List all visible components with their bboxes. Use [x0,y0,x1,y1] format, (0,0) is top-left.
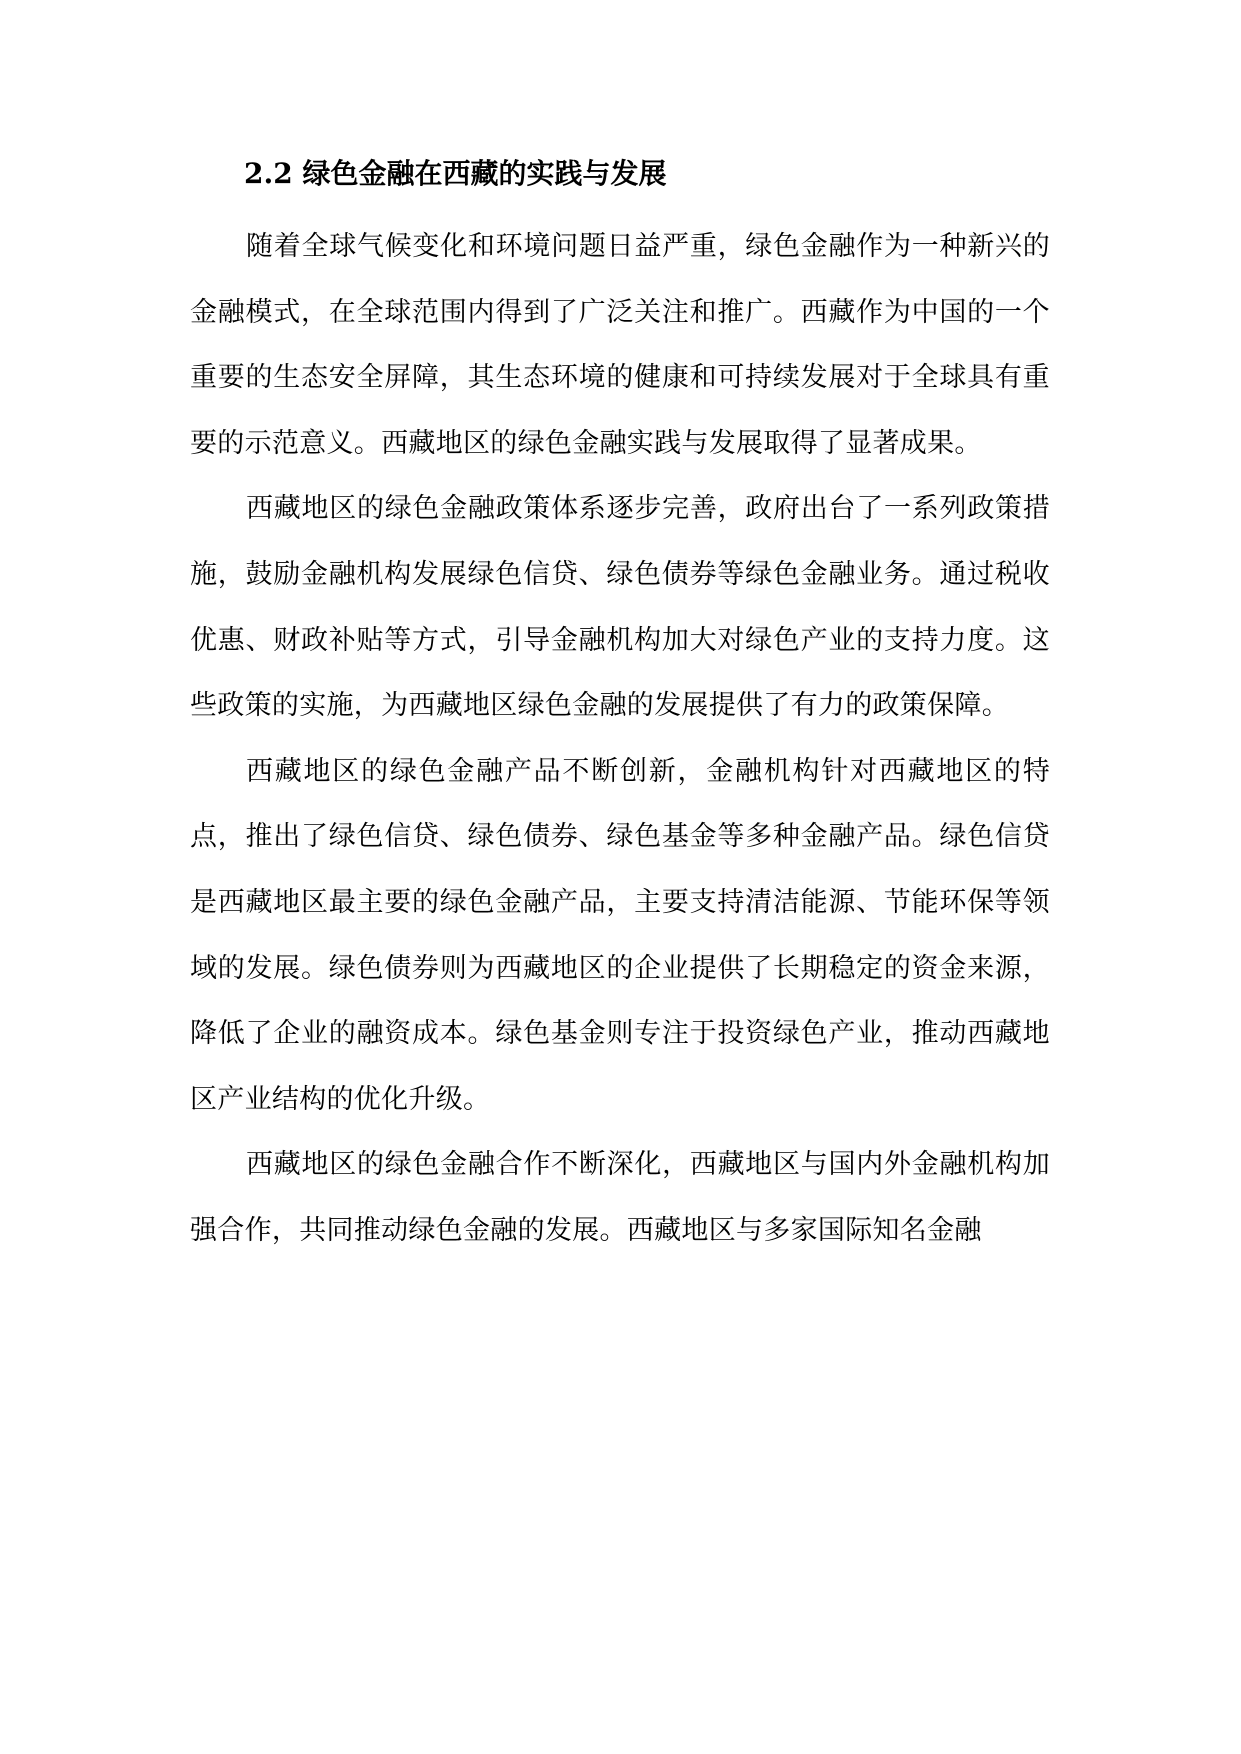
section-heading: 2.2 绿色金融在西藏的实践与发展 [244,157,667,190]
paragraph-2: 西藏地区的绿色金融政策体系逐步完善，政府出台了一系列政策措施，鼓励金融机构发展绿色信贷、绿色债券等绿色金融业务。通过税收优惠、财政补贴等方式，引导金融机构加大对绿色产业的支持力度。这些政策的实施，为西藏地区绿色金融的发展提供了有力的政策保障。 [190,493,1050,722]
document-body [190,144,1050,1264]
paragraph-3: 西藏地区的绿色金融产品不断创新，金融机构针对西藏地区的特点，推出了绿色信贷、绿色债券、绿色基金等多种金融产品。绿色信贷是西藏地区最主要的绿色金融产品，主要支持清洁能源、节能环保等领域的发展。绿色债券则为西藏地区的企业提供了长期稳定的资金来源，降低了企业的融资成本。绿色基金则专注于投资绿色产业，推动西藏地区产业结构的优化升级。 [190,755,1050,1115]
paragraph-4: 西藏地区的绿色金融合作不断深化，西藏地区与国内外金融机构加强合作，共同推动绿色金融的发展。西藏地区与多家国际知名金融 [190,1149,1050,1246]
paragraph-1: 随着全球气候变化和环境问题日益严重，绿色金融作为一种新兴的金融模式，在全球范围内得到了广泛关注和推广。西藏作为中国的一个重要的生态安全屏障，其生态环境的健康和可持续发展对于全球具有重要的示范意义。西藏地区的绿色金融实践与发展取得了显著成果。 [190,231,1050,459]
